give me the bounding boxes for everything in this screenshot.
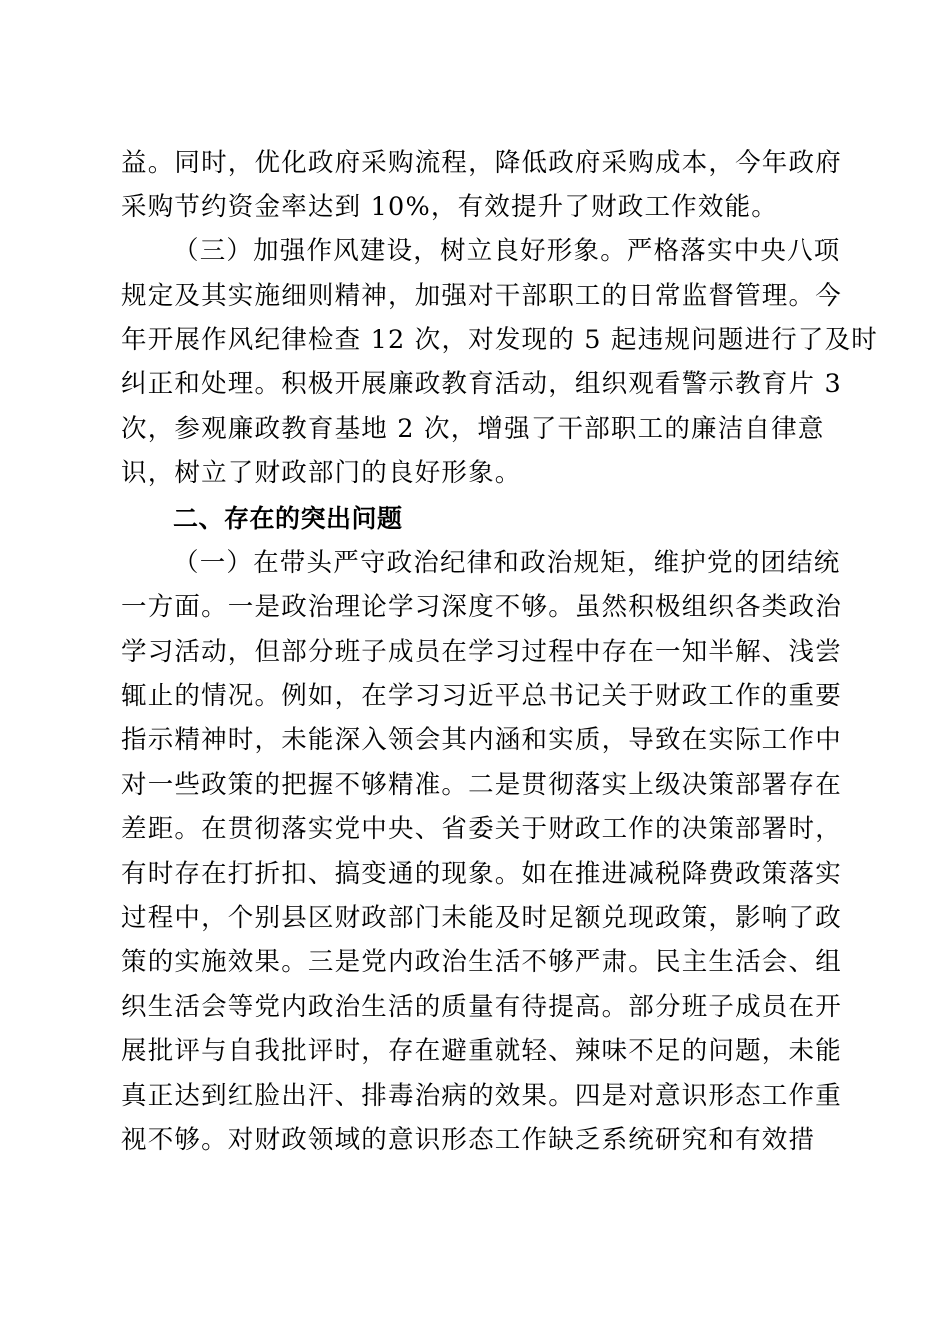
text-line: 真正达到红脸出汗、排毒治病的效果。四是对意识形态工作重 [121, 1081, 842, 1111]
text-line: 益。同时，优化政府采购流程，降低政府采购成本，今年政府 [121, 148, 842, 178]
text-line: 辄止的情况。例如，在学习习近平总书记关于财政工作的重要 [121, 681, 842, 711]
text-line: 一方面。一是政治理论学习深度不够。虽然积极组织各类政治 [121, 592, 842, 622]
text-line: 识，树立了财政部门的良好形象。 [121, 458, 522, 488]
text-line: 有时存在打折扣、搞变通的现象。如在推进减税降费政策落实 [121, 859, 842, 889]
text-line: 学习活动，但部分班子成员在学习过程中存在一知半解、浅尝 [121, 637, 842, 667]
text-line: 指示精神时，未能深入领会其内涵和实质，导致在实际工作中 [121, 725, 842, 755]
text-line: 对一些政策的把握不够精准。二是贯彻落实上级决策部署存在 [121, 770, 842, 800]
text-line: 差距。在贯彻落实党中央、省委关于财政工作的决策部署时， [121, 814, 842, 844]
text-line: （一）在带头严守政治纪律和政治规矩，维护党的团结统 [173, 548, 841, 578]
text-line: 采购节约资金率达到 10%，有效提升了财政工作效能。 [121, 192, 778, 222]
text-line: 次，参观廉政教育基地 2 次，增强了干部职工的廉洁自律意 [121, 414, 825, 444]
text-line: 视不够。对财政领域的意识形态工作缺乏系统研究和有效措 [121, 1125, 816, 1155]
section-heading: 二、存在的突出问题 [173, 504, 403, 533]
text-line: （三）加强作风建设，树立良好形象。严格落实中央八项 [173, 236, 841, 266]
text-line: 过程中，个别县区财政部门未能及时足额兑现政策，影响了政 [121, 903, 842, 933]
text-line: 规定及其实施细则精神，加强对干部职工的日常监督管理。今 [121, 281, 842, 311]
text-line: 织生活会等党内政治生活的质量有待提高。部分班子成员在开 [121, 992, 842, 1022]
text-line: 展批评与自我批评时，存在避重就轻、辣味不足的问题，未能 [121, 1036, 842, 1066]
text-line: 纠正和处理。积极开展廉政教育活动，组织观看警示教育片 3 [121, 369, 842, 399]
text-line: 年开展作风纪律检查 12 次，对发现的 5 起违规问题进行了及时 [121, 325, 878, 355]
text-line: 策的实施效果。三是党内政治生活不够严肃。民主生活会、组 [121, 947, 842, 977]
